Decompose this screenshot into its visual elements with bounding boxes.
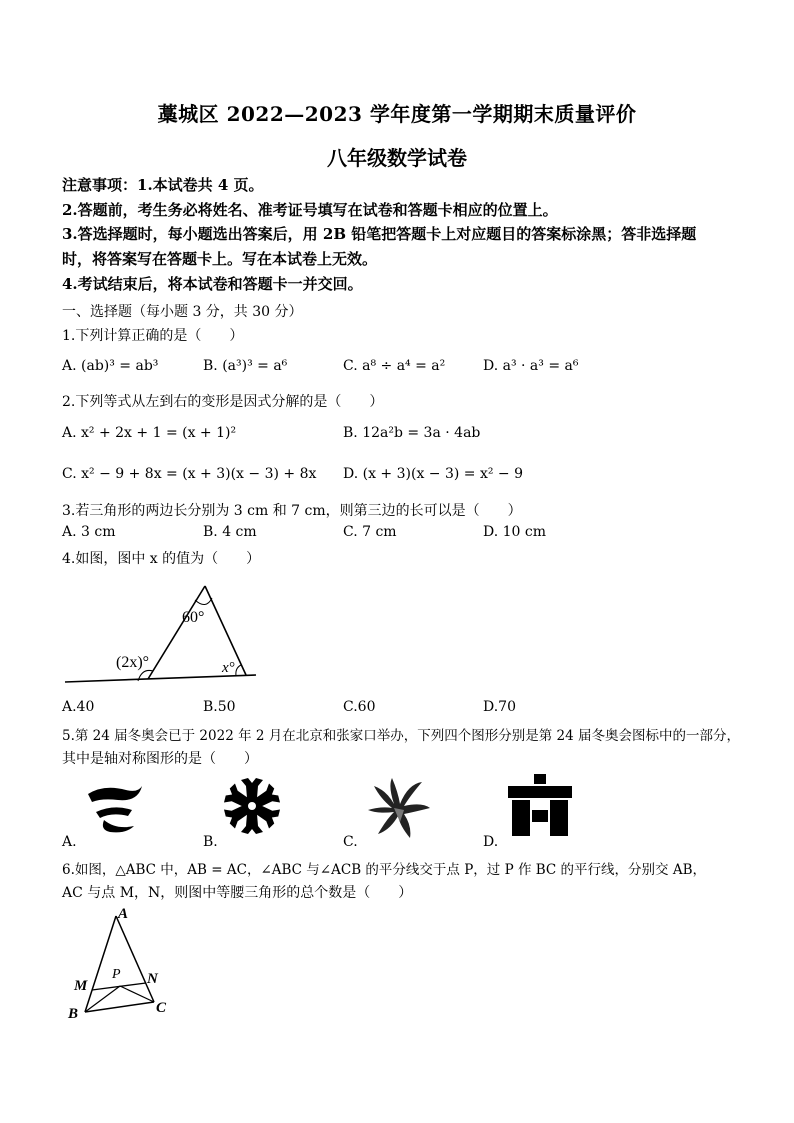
- note-line-5: 4.考试结束后，将本试卷和答题卡一并交回。: [62, 275, 363, 293]
- q4-baseline: [65, 675, 256, 682]
- q4-option-c: C.60: [343, 699, 376, 715]
- q4-left-side: [148, 586, 205, 679]
- note-line-1: 注意事项：1.本试卷共 4 页。: [62, 176, 264, 194]
- q4-label-2x: (2x)°: [116, 654, 150, 671]
- q6-label-a: A: [118, 906, 129, 922]
- exam-subtitle: 八年级数学试卷: [327, 146, 467, 170]
- q2-stem: 2.下列等式从左到右的变形是因式分解的是（ ）: [62, 394, 384, 410]
- note-line-3: 3.答选择题时，每小题选出答案后，用 2B 铅笔把答题卡上对应题目的答案标涂黑；答非选择题: [62, 225, 697, 243]
- q1-option-c: C. a⁸ ÷ a⁴ = a²: [343, 358, 446, 374]
- q2-option-a: A. x² + 2x + 1 = (x + 1)²: [62, 425, 237, 441]
- q2-option-d: D. (x + 3)(x − 3) = x² − 9: [343, 466, 524, 482]
- q4-triangle-figure: [60, 580, 260, 690]
- q5-option-c: C.: [343, 834, 358, 850]
- q6-label-c: C: [156, 1000, 167, 1016]
- q6-label-n: N: [147, 971, 158, 987]
- q2-option-b: B. 12a²b = 3a · 4ab: [343, 425, 481, 441]
- q6-triangle-figure: [62, 902, 182, 1024]
- exam-title: 藁城区 2022—2023 学年度第一学期期末质量评价: [157, 102, 637, 126]
- q6-label-b: B: [68, 1006, 79, 1022]
- q1-option-a: A. (ab)³ = ab³: [62, 358, 159, 374]
- q3-option-b: B. 4 cm: [203, 524, 257, 540]
- q5-figure-d-icon: [504, 774, 576, 838]
- q4-x-angle-arc: [236, 665, 241, 676]
- q5-figure-c-icon: [364, 774, 434, 840]
- q6-stem-line-2: AC 与点 M，N，则图中等腰三角形的总个数是（ ）: [62, 885, 413, 901]
- note-line-2: 2.答题前，考生务必将姓名、准考证号填写在试卷和答题卡相应的位置上。: [62, 201, 558, 219]
- q3-stem: 3.若三角形的两边长分别为 3 cm 和 7 cm，则第三边的长可以是（ ）: [62, 503, 522, 519]
- q4-option-b: B.50: [203, 699, 236, 715]
- q4-label-60: 60°: [182, 609, 205, 626]
- q6-label-p: P: [112, 967, 121, 982]
- q1-stem: 1.下列计算正确的是（ ）: [62, 328, 244, 344]
- q1-option-b: B. (a³)³ = a⁶: [203, 358, 288, 374]
- q4-option-a: A.40: [62, 699, 95, 715]
- q6-label-m: M: [74, 978, 88, 994]
- q2-option-c: C. x² − 9 + 8x = (x + 3)(x − 3) + 8x: [62, 466, 317, 482]
- q5-option-a: A.: [62, 834, 77, 850]
- q4-stem: 4.如图，图中 x 的值为（ ）: [62, 551, 261, 567]
- q5-option-b: B.: [203, 834, 218, 850]
- q6-side-bc: [85, 1002, 154, 1012]
- q5-figure-a-icon: [82, 780, 148, 836]
- q4-option-d: D.70: [483, 699, 516, 715]
- q6-bisector-c: [120, 986, 154, 1002]
- section-heading: 一、选择题（每小题 3 分，共 30 分）: [62, 304, 303, 320]
- q5-stem-line-1: 5.第 24 届冬奥会已于 2022 年 2 月在北京和张家口举办，下列四个图形分别是第 24 届冬奥会图标中的一部分，: [62, 728, 741, 744]
- q3-option-a: A. 3 cm: [62, 524, 116, 540]
- q5-stem-line-2: 其中是轴对称图形的是（ ）: [62, 751, 258, 767]
- q6-side-ac: [116, 916, 154, 1002]
- q5-option-d: D.: [483, 834, 499, 850]
- q3-option-c: C. 7 cm: [343, 524, 397, 540]
- note-line-4: 时，将答案写在答题卡上。写在本试卷上无效。: [62, 250, 378, 268]
- q6-stem-line-1: 6.如图，△ABC 中，AB = AC，∠ABC 与∠ACB 的平分线交于点 P，过 P 作 BC 的平行线，分别交 AB，: [62, 862, 706, 878]
- q5-figure-b-icon: [222, 774, 282, 838]
- q3-option-d: D. 10 cm: [483, 524, 547, 540]
- q1-option-d: D. a³ · a³ = a⁶: [483, 358, 579, 374]
- q4-label-x: x°: [222, 660, 235, 676]
- q6-side-ab: [85, 916, 116, 1012]
